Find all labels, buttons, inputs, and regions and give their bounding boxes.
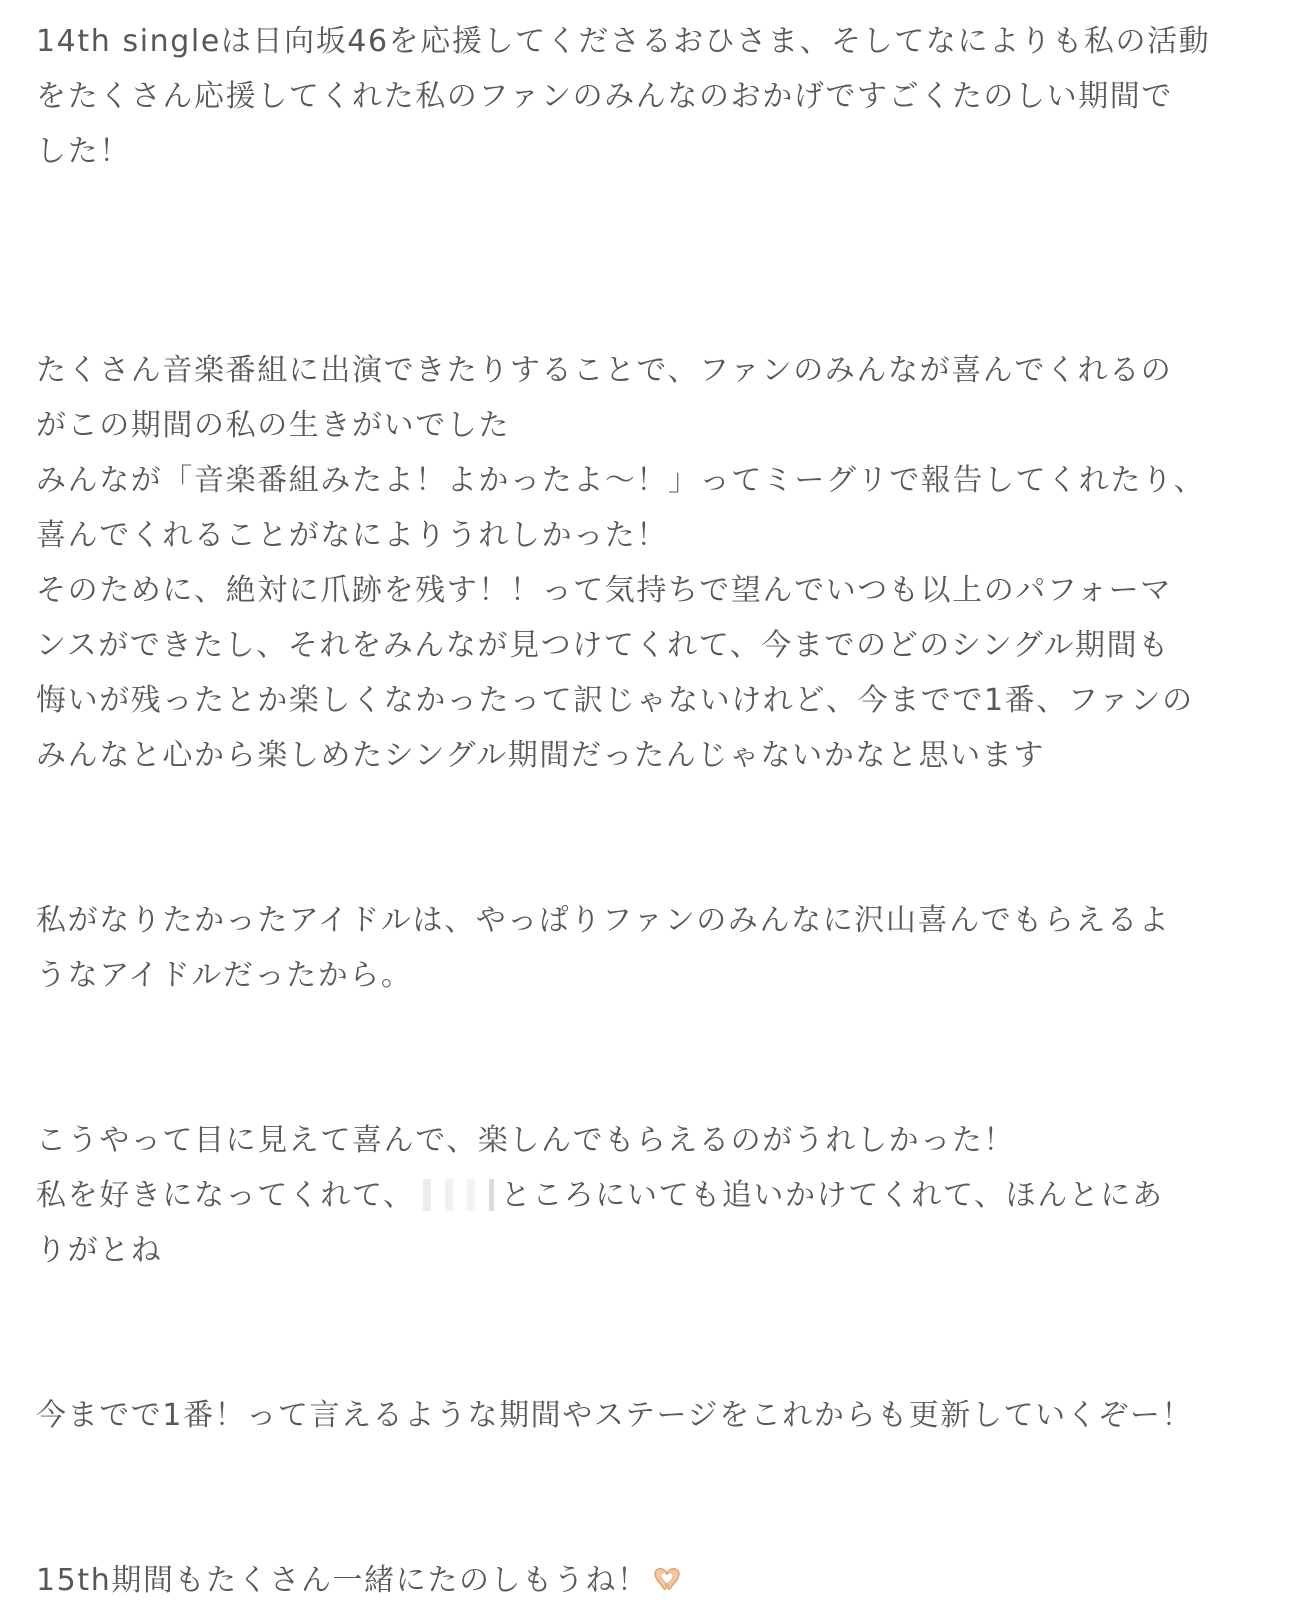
text-line: がこの期間の私の生きがいでした xyxy=(36,408,510,443)
text-segment: 私を好きになってくれて、 xyxy=(36,1178,415,1213)
paragraph-5 xyxy=(36,1388,1276,1443)
text-line xyxy=(36,1168,1276,1223)
paragraph-spacer xyxy=(36,1278,1276,1388)
paragraph-spacer xyxy=(36,179,1276,343)
text-line: ンスができたし、それをみんなが見つけてくれて、今までのどのシングル期間も xyxy=(36,628,1170,663)
paragraph-spacer xyxy=(36,1443,1276,1553)
text-line: 喜んでくれることがなによりうれしかった！ xyxy=(36,518,668,553)
text-line: りがとね xyxy=(36,1233,163,1268)
text-line: 私がなりたかったアイドルは、やっぱりファンのみんなに沢山喜んでもらえるよ xyxy=(36,903,1171,938)
text-line: みんなが「音楽番組みたよ！よかったよ〜！」ってミーグリで報告してくれたり、 xyxy=(36,463,1206,498)
paragraph-2 xyxy=(36,343,1276,783)
text-line: たくさん音楽番組に出演できたりすることで、ファンのみんなが喜んでくれるの xyxy=(36,353,1173,388)
paragraph-spacer xyxy=(36,783,1276,893)
blog-post-body xyxy=(36,14,1276,1608)
text-segment: 15th期間もたくさん一緒にたのしもうね！ xyxy=(36,1563,649,1598)
paragraph-1 xyxy=(36,14,1276,179)
text-line: うなアイドルだったから。 xyxy=(36,958,413,993)
paragraph-4 xyxy=(36,1113,1276,1278)
paragraph-3 xyxy=(36,893,1276,1003)
text-line: 14th singleは日向坂46を応援してくださるおひさま、そしてなによりも私の活動 xyxy=(36,24,1211,59)
text-line: こうやって目に見えて喜んで、楽しんでもらえるのがうれしかった！ xyxy=(36,1123,1015,1158)
text-line: 悔いが残ったとか楽しくなかったって訳じゃないけれど、今までで1番、ファンの xyxy=(36,683,1194,718)
text-line: みんなと心から楽しめたシングル期間だったんじゃないかなと思います xyxy=(36,738,1045,773)
text-line: した！ xyxy=(36,134,131,169)
redacted-text xyxy=(419,1179,497,1211)
text-line: そのために、絶対に爪跡を残す！！って気持ちで望んでいつも以上のパフォーマ xyxy=(36,573,1172,608)
heart-hands-icon xyxy=(651,1557,683,1587)
text-segment: ところにいても追いかけてくれて、ほんとにあ xyxy=(500,1178,1164,1213)
paragraph-spacer xyxy=(36,1003,1276,1113)
text-line: をたくさん応援してくれた私のファンのみんなのおかげですごくたのしい期間で xyxy=(36,79,1173,114)
text-line: 今までで1番！って言えるような期間やステージをこれからも更新していくぞー！ xyxy=(36,1398,1194,1433)
